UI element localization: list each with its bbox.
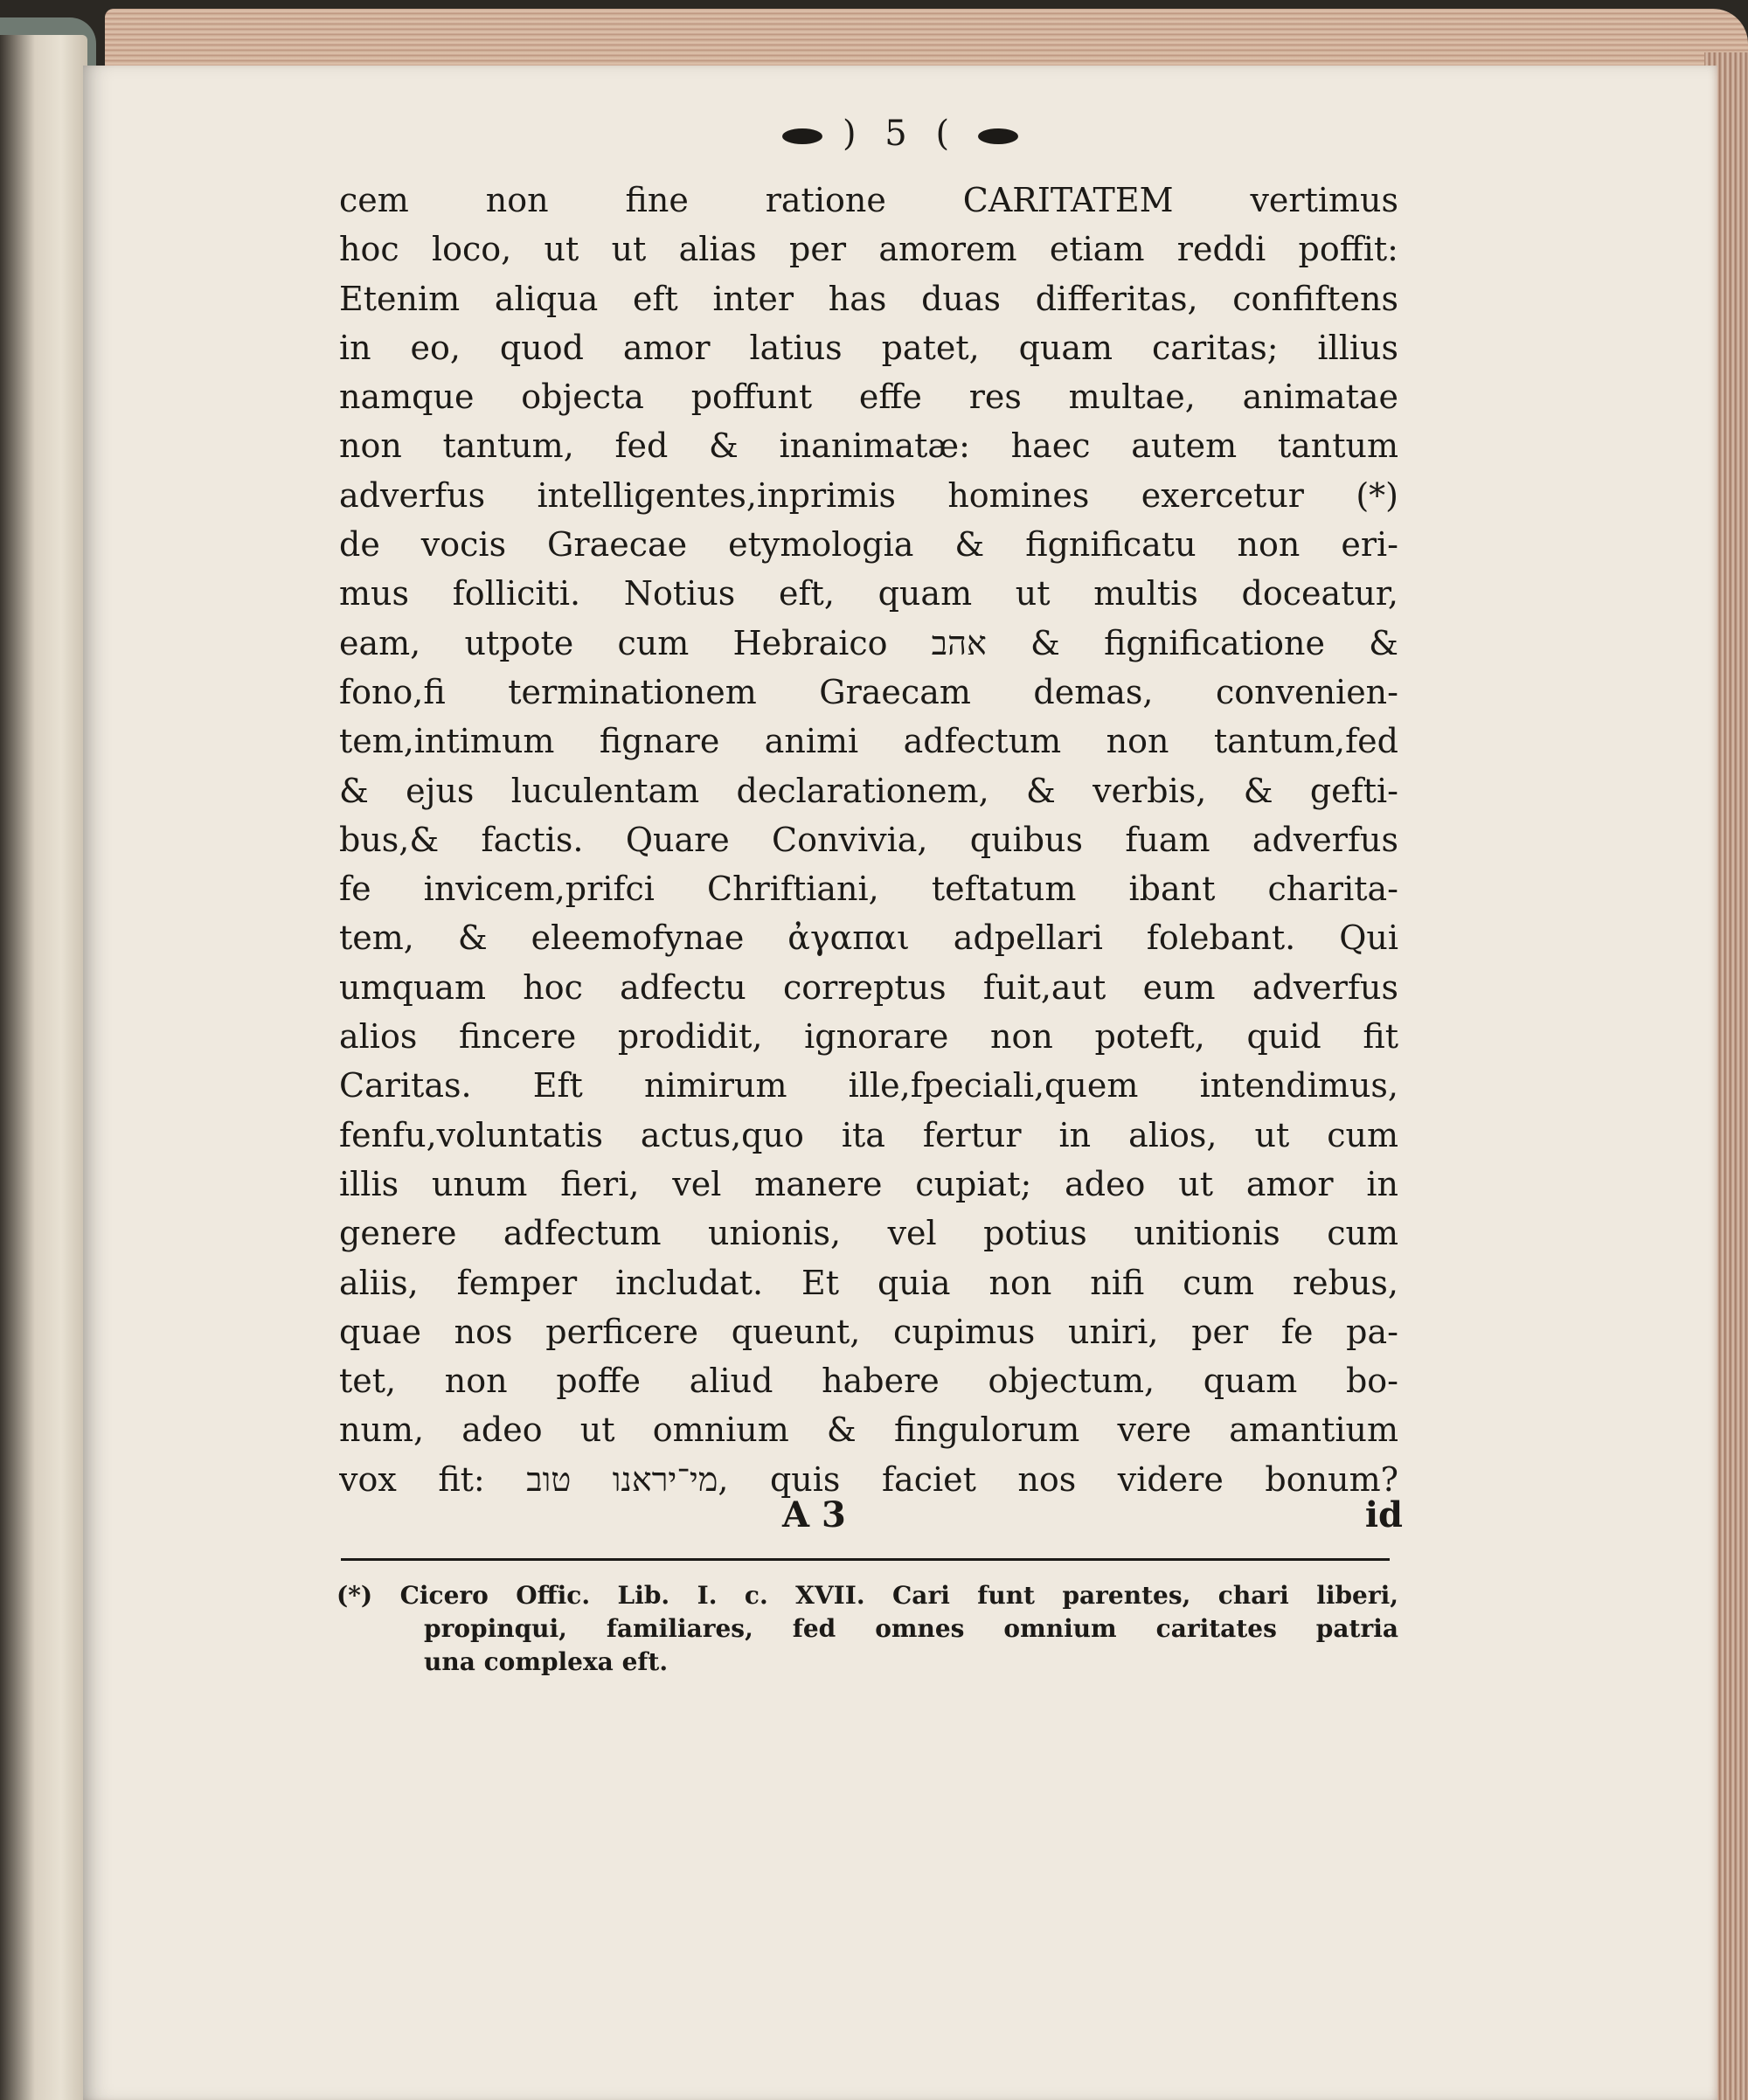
- text-line: non tantum, fed & inanimatæ: haec autem tantum: [339, 426, 1398, 466]
- signature-mark: A 3: [782, 1494, 846, 1535]
- page-number-header: [83, 114, 1717, 154]
- footnote: [336, 1579, 1398, 1679]
- text-line: adverfus intelligentes,inprimis homines exercetur (*): [339, 475, 1398, 515]
- text-line: namque objecta poffunt effe res multae, animatae: [339, 378, 1398, 417]
- text-line: illis unum fieri, vel manere cupiat; adeo ut amor in: [339, 1164, 1398, 1203]
- facing-page-edge: [0, 35, 87, 2100]
- footnote-divider: [341, 1558, 1390, 1561]
- page-number: ) 5 (: [842, 114, 959, 154]
- text-line: genere adfectum unionis, vel potius unitionis cum: [339, 1214, 1398, 1253]
- text-line: Caritas. Eft nimirum ille,fpeciali,quem intendimus,: [339, 1066, 1398, 1105]
- signature-line: [782, 1494, 1403, 1543]
- text-line: fe invicem,prifci Chriftiani, teftatum ibant charita-: [339, 870, 1398, 909]
- text-line: tet, non poffe aliud habere objectum, quam bo-: [339, 1362, 1398, 1401]
- footnote-line: una complexa eft.: [424, 1647, 669, 1676]
- text-line: tem,intimum fignare animi adfectum non tantum,fed: [339, 722, 1398, 761]
- text-line: de vocis Graecae etymologia & fignificatu non eri-: [339, 525, 1398, 565]
- book-page: [83, 66, 1717, 2100]
- text-line: fono,fi terminationem Graecam demas, convenien-: [339, 672, 1398, 711]
- text-line: quae nos perficere queunt, cupimus uniri, per fe pa-: [339, 1312, 1398, 1351]
- footnote-line: (*) Cicero Offic. Lib. I. c. XVII. Cari funt parentes, chari liberi,: [336, 1581, 1398, 1610]
- catchword: id: [1364, 1494, 1403, 1535]
- text-line: fenfu,voluntatis actus,quo ita fertur in alios, ut cum: [339, 1115, 1398, 1154]
- text-line: tem, & eleemofynae ἀγαπαι adpellari folebant. Qui: [339, 918, 1398, 958]
- text-line: num, adeo ut omnium & fingulorum vere amantium: [339, 1410, 1398, 1450]
- text-line: bus,& factis. Quare Convivia, quibus fuam adverfus: [339, 820, 1398, 859]
- text-line: mus folliciti. Notius eft, quam ut multis doceatur,: [339, 574, 1398, 613]
- text-line: eam, utpote cum Hebraico אהב & fignificatione &: [339, 623, 1398, 662]
- text-line: hoc loco, ut ut alias per amorem etiam reddi poffit:: [339, 230, 1398, 269]
- text-line: umquam hoc adfectu correptus fuit,aut eum adverfus: [339, 967, 1398, 1007]
- ornament-left-icon: [782, 128, 822, 144]
- footnote-line: propinqui, familiares, fed omnes omnium caritates patria: [424, 1614, 1398, 1643]
- text-line: in eo, quod amor latius patet, quam caritas; illius: [339, 328, 1398, 367]
- text-line: cem non fine ratione CARITATEM vertimus: [339, 181, 1398, 219]
- ornament-right-icon: [978, 128, 1018, 144]
- body-text: [339, 176, 1398, 1504]
- text-line: & ejus luculentam declarationem, & verbis, & gefti-: [339, 771, 1398, 810]
- text-line: vox fit: מי־יראנו טוב, quis faciet nos videre bonum?: [339, 1459, 1398, 1499]
- text-line: Etenim aliqua eft inter has duas differitas, confiftens: [339, 279, 1398, 318]
- text-line: aliis, femper includat. Et quia non nifi cum rebus,: [339, 1263, 1398, 1302]
- text-line: alios fincere prodidit, ignorare non poteft, quid fit: [339, 1017, 1398, 1057]
